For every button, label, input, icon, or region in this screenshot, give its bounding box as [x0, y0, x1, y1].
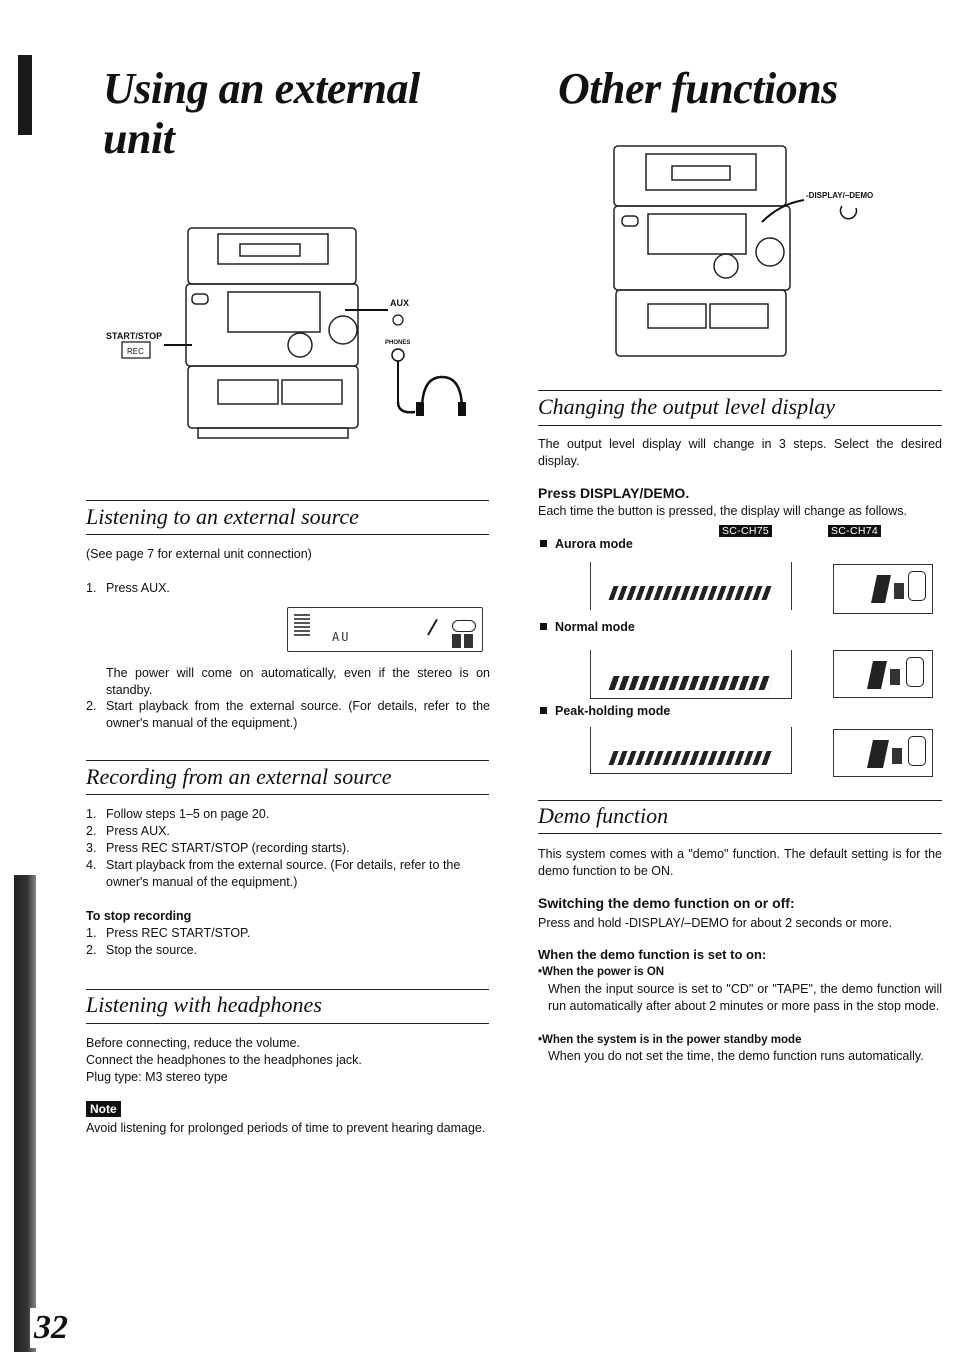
mode-label-aurora: Aurora mode — [540, 536, 633, 552]
bullet-standby-heading: •When the system is in the power standby mode — [538, 1034, 802, 1046]
edge-tab-top — [18, 55, 32, 135]
headphones-line2: Connect the headphones to the headphones jack. — [86, 1053, 362, 1067]
when-demo-on-heading: When the demo function is set to on: — [538, 947, 767, 962]
section-heading-listening-external: Listening to an external source — [86, 504, 359, 529]
s1-step1 — [86, 580, 490, 597]
rec-label: REC — [127, 347, 144, 356]
normal-display — [590, 650, 792, 699]
list-item-number: 2. — [86, 824, 97, 838]
list-item-number: 1. — [86, 926, 97, 940]
mode-label-normal: Normal mode — [540, 619, 635, 635]
model-badge-ch75: SC-CH75 — [719, 521, 772, 539]
list-item — [86, 840, 490, 857]
list-item — [86, 857, 490, 891]
stereo-demo-figure — [610, 142, 900, 372]
list-item: 2. Start playback from the external source. (For details, refer to the owner's manual of the equipment.) — [86, 699, 490, 730]
right-title: Other functions — [558, 64, 838, 113]
section-heading-output-level: Changing the output level display — [538, 394, 835, 419]
recording-steps — [86, 806, 490, 891]
list-item: 1. Press AUX. — [86, 581, 170, 595]
note-badge: Note — [86, 1100, 121, 1118]
edge-tab-bottom — [14, 875, 36, 1352]
list-item-text: Stop the source. — [106, 943, 198, 957]
stop-recording-heading: To stop recording — [86, 909, 192, 923]
display-icon-grid — [294, 614, 310, 636]
list-item-text: Press REC START/STOP (recording starts). — [106, 841, 350, 855]
list-item-text: Start playback from the external source. (For details, refer to the owner's manual of the equipment.) — [106, 858, 461, 889]
display-demo-label: -DISPLAY/–DEMO — [806, 191, 874, 200]
switching-demo-text: Press and hold -DISPLAY/–DEMO for about 2 seconds or more. — [538, 916, 893, 930]
left-title — [103, 64, 420, 164]
headphones-text — [86, 1035, 490, 1086]
list-item-number: 3. — [86, 841, 97, 855]
page-number: 32 — [30, 1308, 72, 1348]
list-item-text: Press REC START/STOP. — [106, 926, 251, 940]
press-display-demo: Press DISPLAY/DEMO. — [538, 485, 690, 501]
switching-demo-heading: Switching the demo function on or off: — [538, 895, 795, 911]
list-item-number: 1. — [86, 807, 97, 821]
stop-recording-steps — [86, 925, 490, 959]
mode-label-peak: Peak-holding mode — [540, 703, 670, 719]
section-heading-demo-function: Demo function — [538, 803, 669, 828]
list-item — [86, 925, 490, 942]
left-title-line1: Using an external — [103, 64, 420, 113]
s1-intro: (See page 7 for external unit connection) — [86, 547, 312, 561]
list-item-text: Press AUX. — [106, 824, 170, 838]
peak-display-ch74 — [833, 729, 933, 777]
headphones-line1: Before connecting, reduce the volume. — [86, 1036, 301, 1050]
list-item-text: Follow steps 1–5 on page 20. — [106, 807, 270, 821]
start-stop-label: START/STOP — [106, 331, 163, 341]
stereo-aux-figure — [100, 222, 480, 447]
phones-label: PHONES — [385, 340, 411, 346]
headphones-line3: Plug type: M3 stereo type — [86, 1070, 228, 1084]
s1-step2 — [86, 698, 490, 732]
s1-note: The power will come on automatically, even if the stereo is on standby. — [106, 666, 490, 697]
each-time-text: Each time the button is pressed, the display will change as follows. — [538, 504, 907, 518]
section-heading-recording-external: Recording from an external source — [86, 764, 392, 789]
list-item-number: 4. — [86, 858, 97, 872]
level-meter-icon — [428, 616, 476, 646]
list-item-number: 2. — [86, 943, 97, 957]
aux-label: AUX — [390, 298, 410, 308]
model-badge-ch74: SC-CH74 — [828, 521, 881, 539]
normal-display-ch74 — [833, 650, 933, 698]
bullet-power-on-heading: •When the power is ON — [538, 966, 665, 978]
bullet-power-on-text: When the input source is set to "CD" or "TAPE", the demo function will run automatically after about 2 minutes or more pass in the stop mode. — [548, 982, 942, 1013]
aurora-display-ch74 — [833, 564, 933, 614]
list-item — [86, 823, 490, 840]
list-item — [86, 942, 490, 959]
note-text: Avoid listening for prolonged periods of time to prevent hearing damage. — [86, 1121, 486, 1135]
peak-display — [590, 727, 792, 774]
aurora-display — [590, 562, 792, 610]
left-title-line2: unit — [103, 114, 175, 163]
section-heading-headphones: Listening with headphones — [86, 992, 322, 1017]
aux-display-panel — [287, 607, 483, 652]
bullet-standby-text: When you do not set the time, the demo function runs automatically. — [548, 1049, 924, 1063]
list-item — [86, 806, 490, 823]
demo-intro: This system comes with a "demo" function. The default setting is for the demo function to be ON. — [538, 847, 942, 878]
display-text: AU — [332, 630, 351, 644]
output-level-intro: The output level display will change in 3 steps. Select the desired display. — [538, 437, 942, 468]
